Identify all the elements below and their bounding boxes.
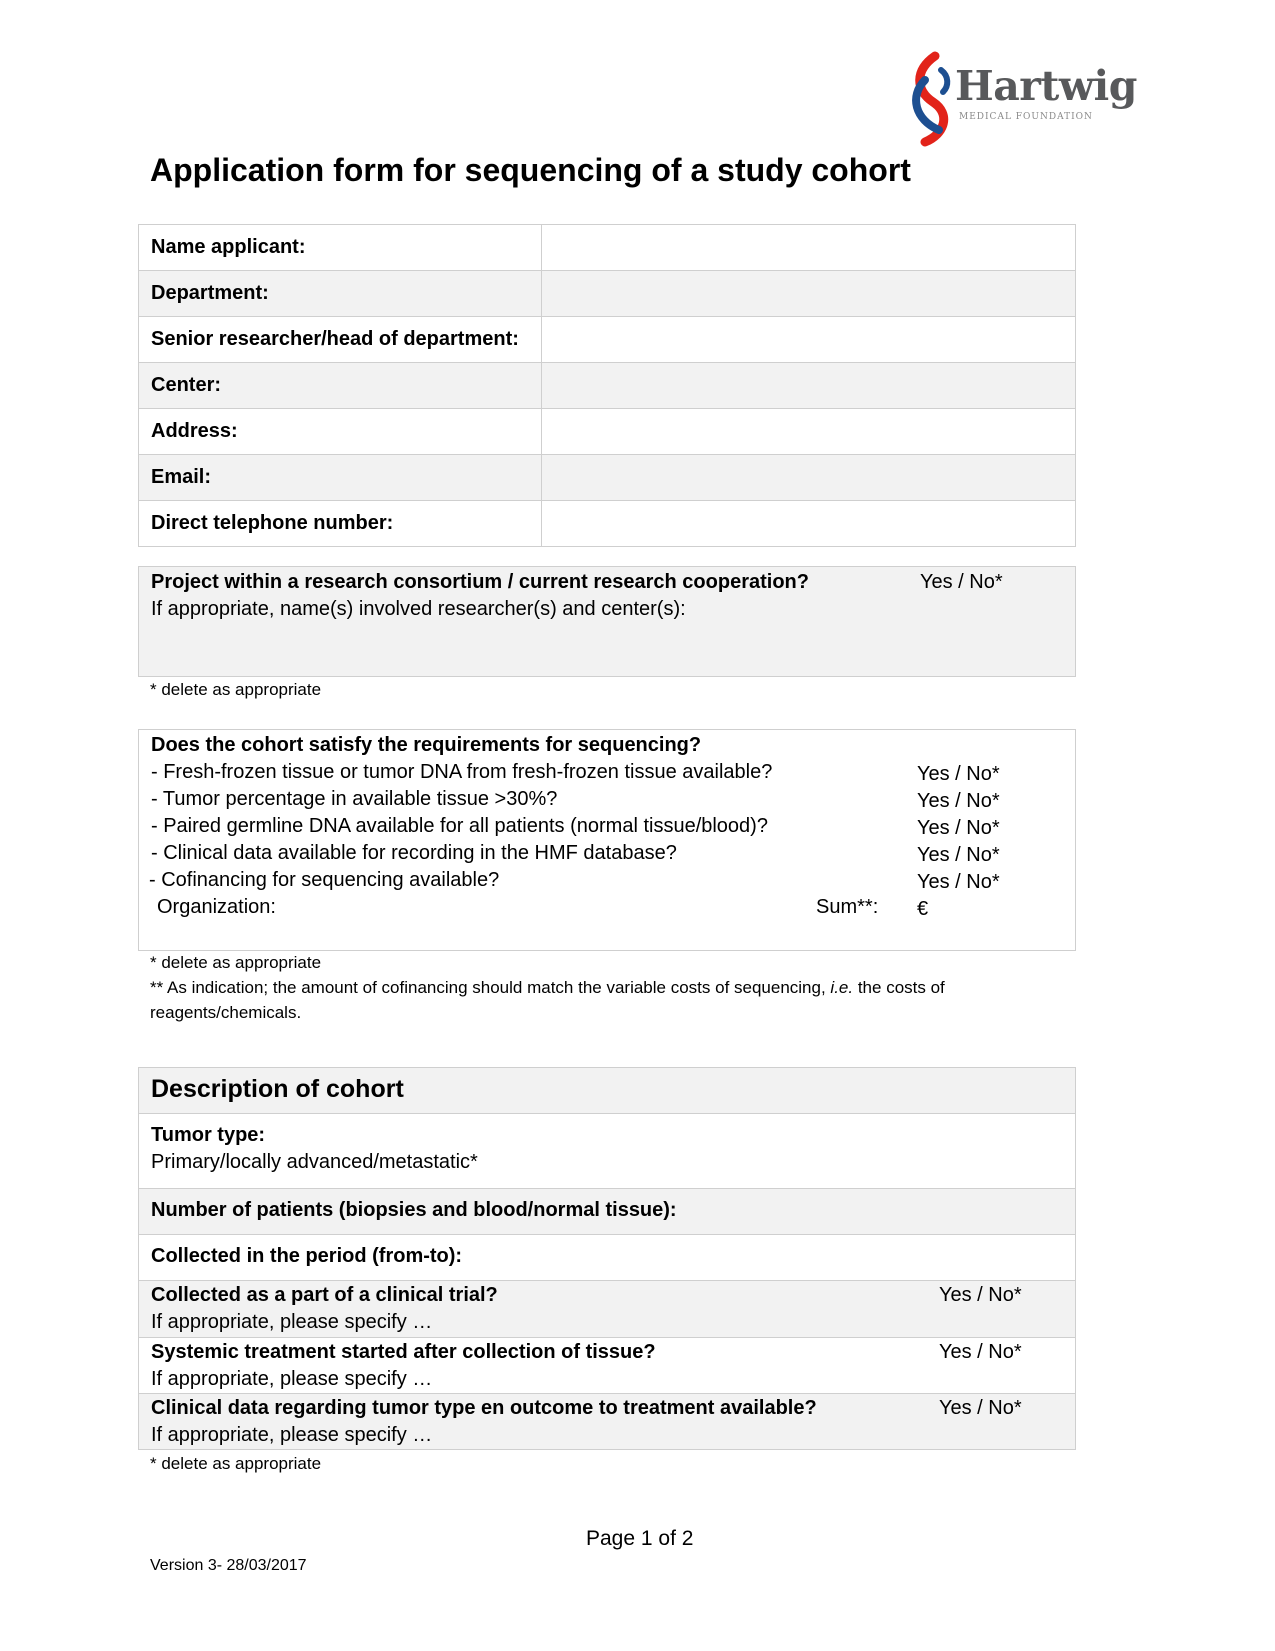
requirement-answer[interactable]: Yes / No* <box>917 790 1000 812</box>
requirement-answer[interactable]: Yes / No* <box>917 763 1000 785</box>
info-label: Center: <box>139 363 542 409</box>
sum-label: Sum**: <box>816 896 879 918</box>
address-field[interactable] <box>542 409 1076 455</box>
hartwig-logo <box>905 50 1137 150</box>
info-label: Address: <box>139 409 542 455</box>
requirements-note: * delete as appropriate <box>150 953 322 972</box>
tumor-type-label: Tumor type: <box>151 1124 266 1146</box>
info-row <box>139 363 1076 409</box>
cohort-note: * delete as appropriate <box>150 1454 322 1473</box>
version-label: Version 3- 28/03/2017 <box>150 1557 307 1574</box>
consortium-question: Project within a research consortium / current research cooperation? <box>151 571 809 593</box>
organization-label: Organization: <box>157 896 276 918</box>
senior-researcher-field[interactable] <box>542 317 1076 363</box>
requirements-section <box>138 729 1076 951</box>
name-applicant-field[interactable] <box>542 225 1076 271</box>
cofinancing-note: ** As indication; the amount of cofinancing should match the variable costs of sequencing, i.e. the costs of <box>150 978 945 997</box>
sum-currency[interactable]: € <box>917 898 929 920</box>
consortium-section <box>138 566 1076 677</box>
cohort-detail[interactable]: If appropriate, please specify … <box>151 1368 433 1390</box>
info-row <box>139 317 1076 363</box>
cohort-heading-row <box>139 1068 1075 1114</box>
center-field[interactable] <box>542 363 1076 409</box>
cohort-answer[interactable]: Yes / No* <box>939 1397 1022 1419</box>
logo-wordmark: Hartwig <box>955 62 1137 110</box>
period-row[interactable] <box>139 1235 1075 1281</box>
email-field[interactable] <box>542 455 1076 501</box>
cohort-detail[interactable]: If appropriate, please specify … <box>151 1311 433 1333</box>
requirement-answer[interactable]: Yes / No* <box>917 817 1000 839</box>
cohort-question-row <box>139 1394 1075 1450</box>
requirement-answer[interactable]: Yes / No* <box>917 871 1000 893</box>
cofinancing-note-line2: reagents/chemicals. <box>150 1003 302 1022</box>
cohort-section <box>138 1067 1076 1450</box>
patients-label: Number of patients (biopsies and blood/normal tissue): <box>151 1199 677 1221</box>
cohort-question: Systemic treatment started after collection of tissue? <box>151 1341 656 1363</box>
cohort-question-row <box>139 1281 1075 1338</box>
info-label: Name applicant: <box>139 225 542 271</box>
tumor-type-options[interactable]: Primary/locally advanced/metastatic* <box>151 1151 478 1173</box>
requirement-item: - Cofinancing for sequencing available? <box>149 869 500 891</box>
info-row <box>139 455 1076 501</box>
patients-row[interactable] <box>139 1189 1075 1235</box>
requirement-item: - Tumor percentage in available tissue >30%? <box>151 788 558 810</box>
consortium-detail: If appropriate, name(s) involved researcher(s) and center(s): <box>151 598 686 620</box>
page-number: Page 1 of 2 <box>586 1527 694 1550</box>
requirement-item: - Clinical data available for recording in the HMF database? <box>151 842 677 864</box>
info-row <box>139 271 1076 317</box>
info-row <box>139 501 1076 547</box>
cohort-question: Clinical data regarding tumor type en outcome to treatment available? <box>151 1397 817 1419</box>
cohort-detail[interactable]: If appropriate, please specify … <box>151 1424 433 1446</box>
cohort-answer[interactable]: Yes / No* <box>939 1284 1022 1306</box>
consortium-answer[interactable]: Yes / No* <box>920 571 1003 593</box>
requirement-answer[interactable]: Yes / No* <box>917 844 1000 866</box>
requirements-heading: Does the cohort satisfy the requirements for sequencing? <box>151 734 702 756</box>
info-row <box>139 409 1076 455</box>
info-label: Direct telephone number: <box>139 501 542 547</box>
consortium-note: * delete as appropriate <box>150 680 322 699</box>
applicant-info-table <box>138 224 1076 547</box>
cohort-answer[interactable]: Yes / No* <box>939 1341 1022 1363</box>
info-label: Department: <box>139 271 542 317</box>
requirement-item: - Fresh-frozen tissue or tumor DNA from fresh-frozen tissue available? <box>151 761 773 783</box>
period-label: Collected in the period (from-to): <box>151 1245 463 1267</box>
cohort-question-row <box>139 1338 1075 1394</box>
telephone-field[interactable] <box>542 501 1076 547</box>
info-label: Senior researcher/head of department: <box>139 317 542 363</box>
cohort-heading: Description of cohort <box>151 1075 404 1103</box>
cohort-question: Collected as a part of a clinical trial? <box>151 1284 498 1306</box>
info-row <box>139 225 1076 271</box>
department-field[interactable] <box>542 271 1076 317</box>
tumor-type-row[interactable] <box>139 1114 1075 1189</box>
requirement-item: - Paired germline DNA available for all patients (normal tissue/blood)? <box>151 815 768 837</box>
logo-subtitle: MEDICAL FOUNDATION <box>959 112 1093 122</box>
info-label: Email: <box>139 455 542 501</box>
page-title: Application form for sequencing of a study cohort <box>150 152 911 188</box>
